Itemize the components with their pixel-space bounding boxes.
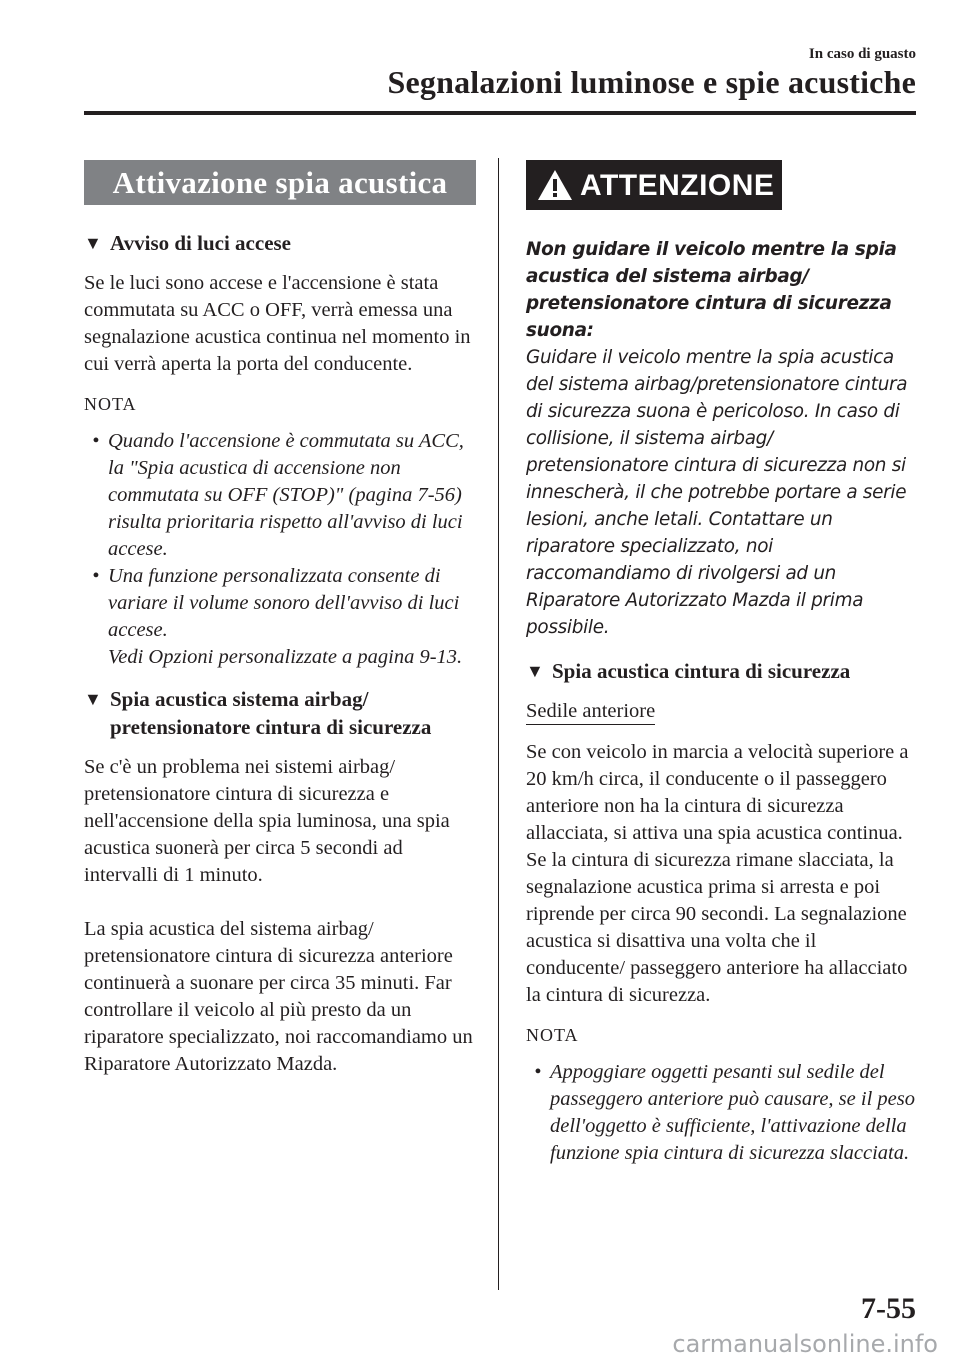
- note-text: [108, 563, 476, 671]
- front-seat-heading: Sedile anteriore: [526, 698, 655, 725]
- warning-label: ATTENZIONE: [580, 168, 775, 202]
- warning-bold: Non guidare il veicolo mentre la spia acustica del sistema airbag/ pretensionatore cintura di sicurezza suona:: [526, 239, 897, 341]
- warning-banner: [526, 160, 782, 210]
- page-number: 7-55: [861, 1292, 916, 1325]
- paragraph: Se le luci sono accese e l'accensione è stata commutata su ACC o OFF, verrà emessa una segnalazione acustica continua nel momento in cui verrà aperta la porta del conducente.: [84, 272, 471, 375]
- note-text-main: Una funzione personalizzata consente di variare il volume sonoro dell'avviso di luci accese.: [108, 565, 460, 641]
- page-reference-link[interactable]: Vedi Opzioni personalizzate a pagina 9-13.: [108, 646, 463, 668]
- subheading-text: Avviso di luci accese: [110, 231, 292, 255]
- note-text: Quando l'accensione è commutata su ACC, la "Spia acustica di accensione non commutata su OFF (STOP)" (pagina 7-56) risulta prioritaria rispetto all'avviso di luci accese.: [108, 430, 464, 560]
- note-text: Appoggiare oggetti pesanti sul sedile del passeggero anteriore può causare, se il peso dell'oggetto è sufficiente, l'attivazione della funzione spia cintura di sicurezza slacciata.: [550, 1061, 915, 1164]
- header-rule: [84, 111, 916, 115]
- section-title: Attivazione spia acustica: [84, 160, 476, 205]
- paragraph: La spia acustica del sistema airbag/ pretensionatore cintura di sicurezza anteriore continuerà a suonare per circa 35 minuti. Far controllare il veicolo al più presto da un riparatore specializzato, noi raccomandiamo un Riparatore Autorizzato Mazda.: [84, 918, 473, 1075]
- note-label: NOTA: [84, 394, 137, 414]
- watermark: carmanualsonline.info: [672, 1330, 938, 1358]
- column-divider: [498, 158, 499, 1290]
- subheading-airbag: [84, 685, 476, 741]
- subheading-text: Spia acustica sistema airbag/ pretensionatore cintura di sicurezza: [110, 687, 432, 739]
- page-title: Segnalazioni luminose e spie acustiche: [387, 64, 916, 100]
- warning-body: Guidare il veicolo mentre la spia acustica del sistema airbag/pretensionatore cintura di sicurezza suona è pericoloso. In caso di collisione, il sistema airbag/ pretensionatore cintura di sicurezza non si innescherà, il che potrebbe portare a serie lesioni, anche letali. Contattare un riparatore specializzato, noi raccomandiamo di rivolgersi ad un Riparatore Autorizzato Mazda il prima possibile.: [526, 347, 908, 638]
- note-bullet: [84, 428, 476, 563]
- paragraph: Se con veicolo in marcia a velocità superiore a 20 km/h circa, il conducente o il passeggero anteriore non ha la cintura di sicurezza allacciata, si attiva una spia acustica continua. Se la cintura di sicurezza rimane slacciata, la segnalazione acustica prima si arresta e poi riprende per circa 90 secondi. La segnalazione acustica si disattiva una volta che il conducente/ passeggero anteriore ha allacciato la cintura di sicurezza.: [526, 741, 909, 1006]
- warning-text: [526, 236, 918, 641]
- left-column: [84, 160, 476, 1091]
- subheading-seatbelt: [526, 657, 918, 685]
- warning-icon: [536, 168, 574, 202]
- triangle-down-icon: ▼: [84, 689, 102, 709]
- triangle-down-icon: ▼: [84, 233, 102, 253]
- triangle-down-icon: ▼: [526, 661, 544, 681]
- paragraph: Se c'è un problema nei sistemi airbag/ pretensionatore cintura di sicurezza e nell'accensione della spia luminosa, una spia acustica suonerà per circa 5 secondi ad intervalli di 1 minuto.: [84, 756, 450, 886]
- note-bullet: [84, 563, 476, 671]
- bullet-dot: •: [92, 565, 100, 587]
- bullet-dot: •: [534, 1061, 542, 1083]
- note-bullet: [526, 1059, 918, 1167]
- subheading-text: Spia acustica cintura di sicurezza: [552, 659, 851, 683]
- bullet-dot: •: [92, 430, 100, 452]
- note-label: NOTA: [526, 1025, 579, 1045]
- chapter-title: In caso di guasto: [808, 46, 916, 62]
- subheading-lights-on: [84, 229, 476, 257]
- right-column: [526, 160, 918, 1167]
